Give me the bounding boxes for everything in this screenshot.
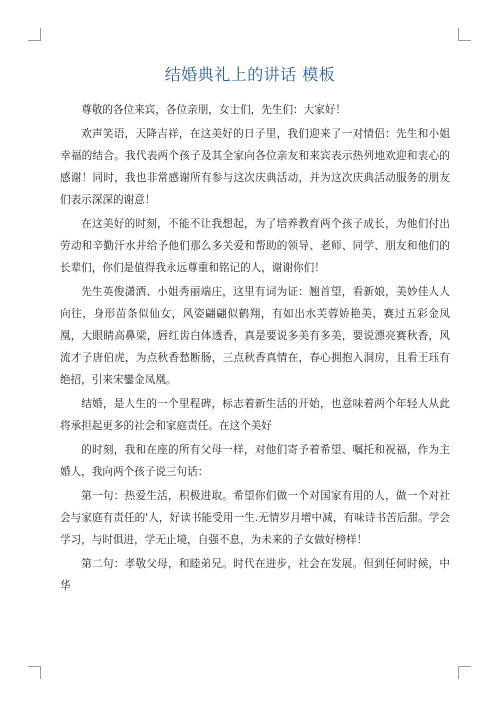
page-corner-mark-top-right bbox=[458, 28, 471, 41]
paragraph-praise-couple: 先生英俊潇洒、小姐秀丽端庄，这里有词为证：翘首望，看新娘，美妙佳人人向往，身形苗条似仙女，风姿翩翩似鹤翔，有如出水芙蓉娇艳美，赛过五彩金凤凰，大眼睛高鼻梁，唇红齿白体透香，真是要说多美有多美，要说漂亮赛秋香，风流才子唐伯虎，为点秋香愁断肠，三点秋香真情在，春心拥抱入洞房，且看王珏有绝招，引来宋鑾金凤凰。 bbox=[60, 286, 450, 386]
document-title: 结婚典礼上的讲话 模板 bbox=[164, 65, 336, 84]
paragraph-welcome: 欢声笑语，天降吉祥，在这美好的日子里，我们迎来了一对情侣：先生和小姐幸福的结合。我代表两个孩子及其全家向各位亲友和来宾表示热列地欢迎和衷心的感谢！同时，我也非常感谢所有参与这次庆典活动，并为这次庆典活动服务的朋友们表示深深的谢意！ bbox=[60, 128, 450, 206]
document-body bbox=[60, 99, 450, 599]
paragraph-first-word: 第一句：热爱生活，积极进取。希望你们做一个对国家有用的人，做一个对社会与家庭有责任的'人，好读书能受用一生.无情岁月增中减，有味诗书苦后甜。学会学习，与时俱进，学无止境，自强不息，为未来的子女做好榜样！ bbox=[60, 490, 450, 546]
page-corner-mark-top-left bbox=[28, 28, 41, 41]
paragraph-three-words: 的时刻，我和在座的所有父母一样，对他们寄予着希望、嘱托和祝福，作为主婚人，我向两个孩子说三句话： bbox=[60, 444, 450, 478]
page-corner-mark-bottom-left bbox=[28, 666, 41, 679]
page-corner-mark-bottom-right bbox=[458, 666, 471, 679]
paragraph-thanks-elders: 在这美好的时刻，不能不让我想起，为了培养教育两个孩子成长，为他们付出劳动和辛勤汗水并给予他们那么多关爱和帮助的领导、老师、同学、朋友和他们的长辈们，你们是值得我永远尊重和铭记的人，谢谢你们！ bbox=[60, 218, 450, 274]
paragraph-greeting: 尊敬的各位来宾，各位亲朋，女士们，先生们：大家好！ bbox=[81, 104, 347, 116]
paragraph-milestone: 结婚，是人生的一个里程碑，标志着新生活的开始，也意味着两个年轻人从此将承担起更多的社会和家庭责任。在这个美好 bbox=[60, 398, 450, 432]
paragraph-second-word: 第二句：孝敬父母，和睦弟兄。时代在进步，社会在发展。但到任何时候，中华 bbox=[60, 558, 450, 592]
